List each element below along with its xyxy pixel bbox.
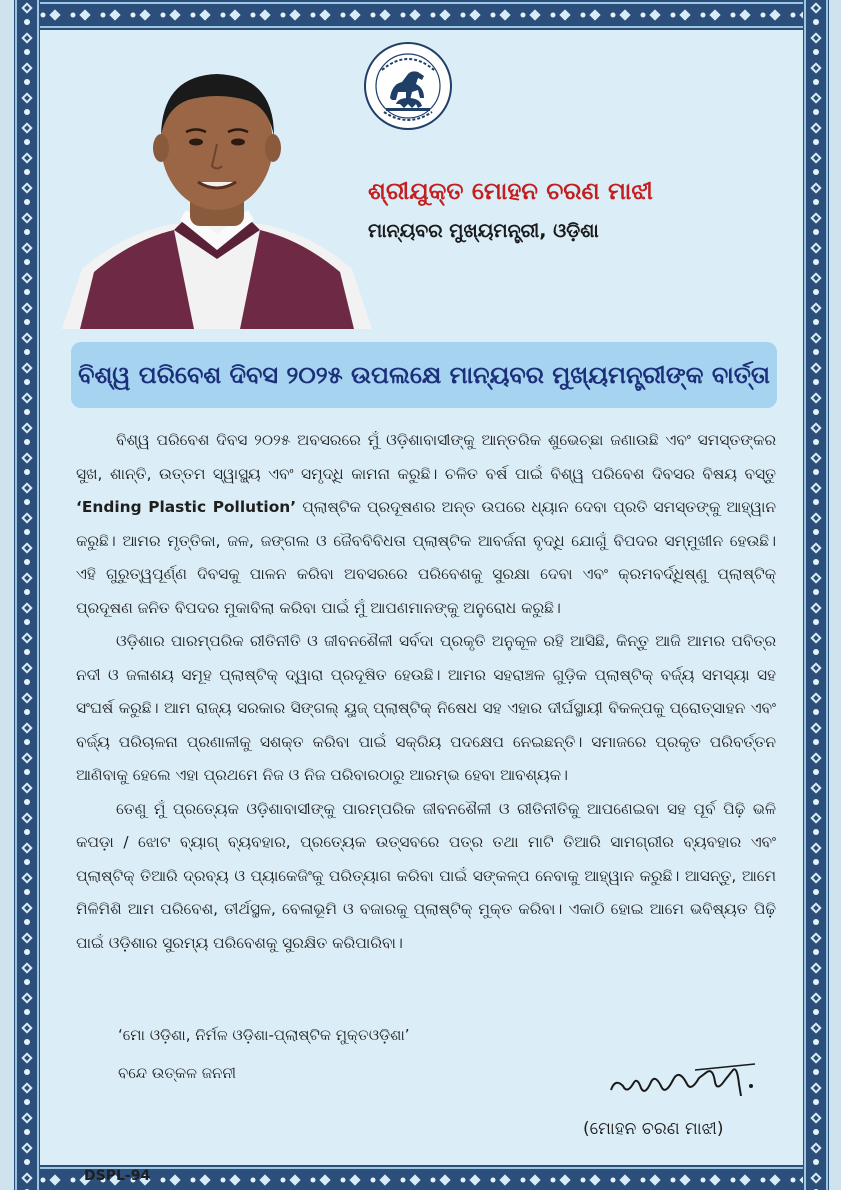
paragraph-3: ତେଣୁ ମୁଁ ପ୍ରତ୍ୟେକ ଓଡ଼ିଶାବାସୀଙ୍କୁ ପାରମ୍ପରିକ ଜୀବନଶୈଳୀ ଓ ରୀତିନୀତିକୁ ଆପଣେଇବା ସହ ପୂର୍ବ ପିଢ଼ି ଭଳି କପଡ଼ା / ଝୋଟ ବ୍ୟାଗ୍ ବ୍ୟବହାର, ପ୍ରତ୍ୟେକ ଉତ୍ସବରେ ପତ୍ର ତଥା ମାଟି ତିଆରି ସାମଗ୍ରୀର ବ୍ୟବହାର ଏବଂ ପ୍ଲାଷ୍ଟିକ୍ ତିଆରି ଦ୍ରବ୍ୟ ଓ ପ୍ୟାକେଜିଂକୁ ପରିତ୍ୟାଗ କରିବା ପାଇଁ ସଙ୍କଳ୍ପ ନେବାକୁ ଆହ୍ୱାନ କରୁଛି। ଆସନ୍ତୁ, ଆମେ ମିଳିମିଶି ଆମ ପରିବେଶ, ତୀର୍ଥସ୍ଥଳ, ବେଳାଭୂମି ଓ ବଜାରକୁ ପ୍ଲାଷ୍ଟିକ୍ ମୁକ୍ତ କରିବା। ଏକାଠି ହୋଇ ଆମେ ଭବିଷ୍ୟତ ପିଢ଼ି ପାଇଁ ଓଡ଼ିଶାର ସୁରମ୍ୟ ପରିବେଶକୁ ସୁରକ୍ଷିତ କରିପାରିବା। [76,799,776,952]
message-title: ବିଶ୍ୱ ପରିବେଶ ଦିବସ ୨୦୨୫ ଉପଲକ୍ଷେ ମାନ୍ୟବର ମୁଖ୍ୟମନ୍ତ୍ରୀଙ୍କ ବାର୍ତ୍ତା [78,361,770,389]
bottom-border-pattern [40,1165,803,1190]
paragraph-2: ଓଡ଼ିଶାର ପାରମ୍ପରିକ ରୀତିନୀତି ଓ ଜୀବନଶୈଳୀ ସର୍ବଦା ପ୍ରକୃତି ଅନୁକୂଳ ରହି ଆସିଛି, କିନ୍ତୁ ଆଜି ଆମର ପବିତ୍ର ନଦୀ ଓ ଜଳାଶୟ ସମୂହ ପ୍ଲାଷ୍ଟିକ୍ ଦ୍ୱାରା ପ୍ରଦୂଷିତ ହେଉଛି। ଆମର ସହରାଞ୍ଚଳ ଗୁଡ଼ିକ ପ୍ଲାଷ୍ଟିକ୍ ବର୍ଜ୍ୟ ସମସ୍ୟା ସହ ସଂଘର୍ଷ କରୁଛି। ଆମ ରାଜ୍ୟ ସରକାର ସିଙ୍ଗଲ୍ ୟୁଜ୍ ପ୍ଲାଷ୍ଟିକ୍ ନିଷେଧ ସହ ଏହାର ଦୀର୍ଘସ୍ଥାୟୀ ବିକଳ୍ପକୁ ପ୍ରୋତ୍ସାହନ ଏବଂ ବର୍ଜ୍ୟ ପରିଚାଳନା ପ୍ରଣାଳୀକୁ ସଶକ୍ତ କରିବା ପାଇଁ ସକ୍ରିୟ ପଦକ୍ଷେପ ନେଇଛନ୍ତି। ସମାଜରେ ପ୍ରକୃତ ପରିବର୍ତ୍ତନ ଆଣିବାକୁ ହେଲେ ଏହା ପ୍ରଥମେ ନିଜ ଓ ନିଜ ପରିବାରଠାରୁ ଆରମ୍ଭ ହେବା ଆବଶ୍ୟକ। [76,632,776,784]
chief-minister-designation: ମାନ୍ୟବର ମୁଖ୍ୟମନ୍ତ୍ରୀ, ଓଡ଼ିଶା [368,220,599,242]
message-body [76,424,776,960]
paragraph-1-part-1: ବିଶ୍ୱ ପରିବେଶ ଦିବସ ୨୦୨୫ ଅବସରରେ ମୁଁ ଓଡ଼ିଶାବାସୀଙ୍କୁ ଆନ୍ତରିକ ଶୁଭେଚ୍ଛା ଜଣାଉଛି ଏବଂ ସମସ୍ତଙ୍କର ସୁଖ, ଶାନ୍ତି, ଉତ୍ତମ ସ୍ୱାସ୍ଥ୍ୟ ଏବଂ ସମୃଦ୍ଧି କାମନା କରୁଛି। ଚଳିତ ବର୍ଷ ପାଇଁ ବିଶ୍ୱ ପରିବେଶ ଦିବସର ବିଷୟ ବସ୍ତୁ [76,431,776,483]
paragraph-1-part-2: ପ୍ଲାଷ୍ଟିକ ପ୍ରଦୂଷଣର ଅନ୍ତ ଉପରେ ଧ୍ୟାନ ଦେବା ପ୍ରତି ସମସ୍ତଙ୍କୁ ଆହ୍ୱାନ କରୁଛି। ଆମର ମୃତ୍ତିକା, ଜଳ, ଜଙ୍ଗଲ ଓ ଜୈବବିବିଧତା ପ୍ଲାଷ୍ଟିକ ଆବର୍ଜନା ବୃଦ୍ଧି ଯୋଗୁଁ ବିପଦର ସମ୍ମୁଖୀନ ହେଉଛି। ଏହି ଗୁରୁତ୍ୱପୂର୍ଣ୍ଣ ଦିବସକୁ ପାଳନ କରିବା ଅବସରରେ ପରିବେଶକୁ ସୁରକ୍ଷା ଦେବା ଏବଂ କ୍ରମବର୍ଦ୍ଧିଷ୍ଣୁ ପ୍ଲାଷ୍ଟିକ୍ ପ୍ରଦୂଷଣ ଜନିତ ବିପଦର ମୁକାବିଲା କରିବା ପାଇଁ ମୁଁ ଆପଣମାନଙ୍କୁ ଅନୁରୋଧ କରୁଛି। [76,498,777,617]
publication-code: DSPL-94 [84,1168,151,1184]
chief-minister-name: ଶ୍ରୀଯୁକ୍ତ ମୋହନ ଚରଣ ମାଝୀ [368,177,653,205]
left-border-pattern [14,0,40,1190]
bottom-margin [0,1190,841,1200]
portrait-image [62,44,372,329]
salutation: ବନ୍ଦେ ଉତ୍କଳ ଜନନୀ [118,1064,237,1082]
content-panel [40,30,803,1184]
signatory-name: (ମୋହନ ଚରଣ ମାଝୀ) [583,1119,724,1139]
paragraph-1 [76,424,776,625]
slogan: ‘ମୋ ଓଡ଼ିଶା, ନିର୍ମଳ ଓଡ଼ିଶା-ପ୍ଲାଷ୍ଟିକ ମୁକ୍ତଓଡ଼ିଶା’ [118,1026,410,1044]
handwritten-signature [605,1056,770,1106]
message-title-banner [71,342,777,408]
odisha-emblem [362,40,454,132]
right-border-pattern [803,0,829,1190]
top-border-pattern [40,0,803,30]
theme-text: ‘Ending Plastic Pollution’ [76,498,297,516]
